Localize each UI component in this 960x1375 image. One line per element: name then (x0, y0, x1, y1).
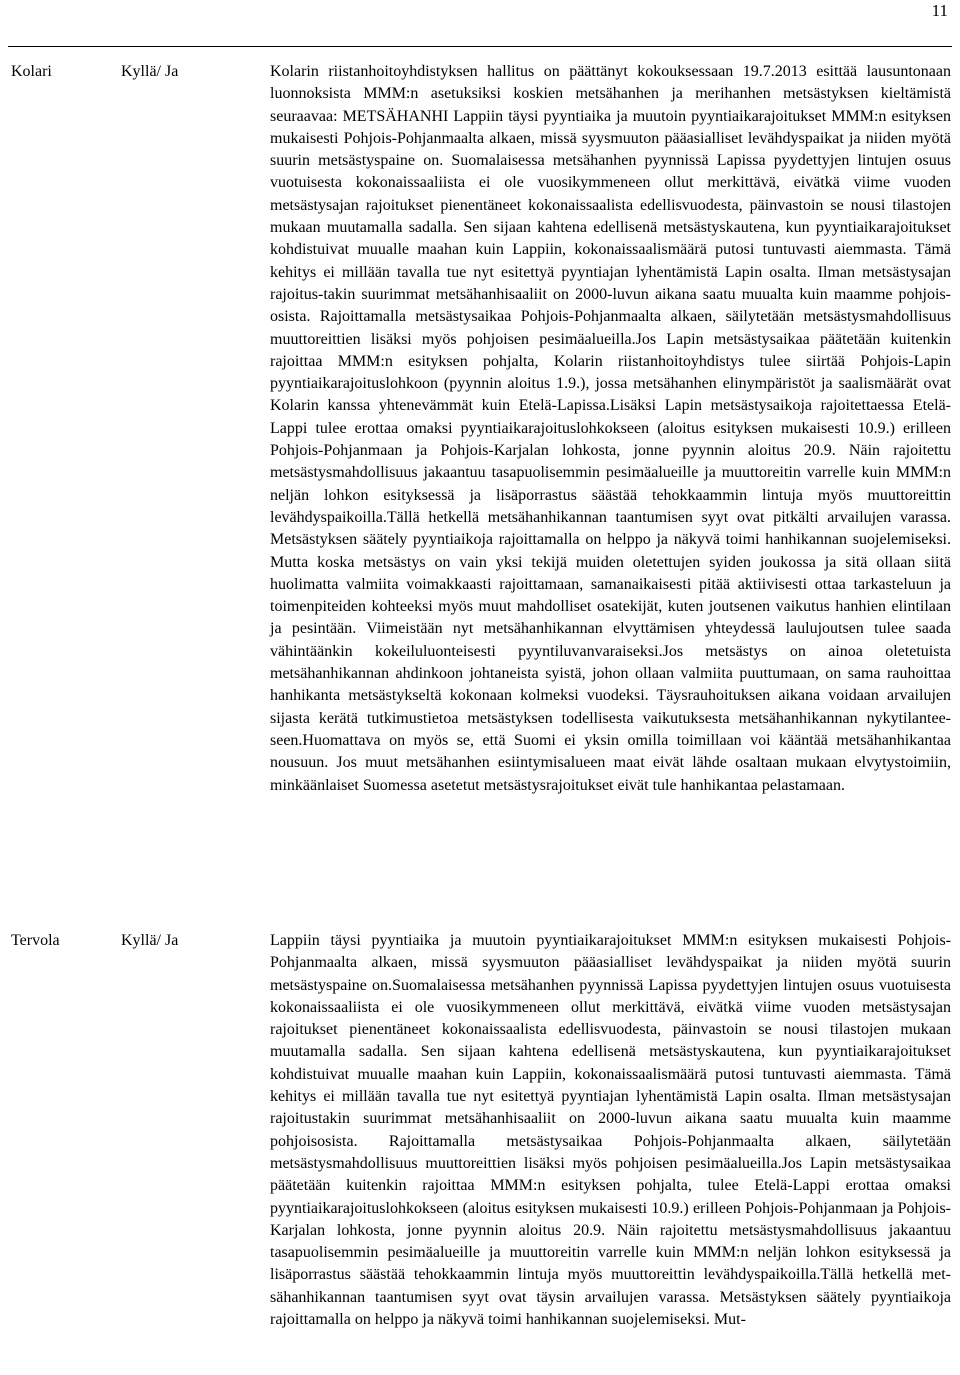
header-rule (8, 46, 952, 47)
answer-cell: Kyllä/ Ja (121, 932, 179, 949)
page-number: 11 (931, 1, 948, 20)
statement-text: Kolarin riistanhoitoyhdistyksen hallitus on päättänyt kokouksessaan 19.7.2013 esittää lausuntonaan luonnoksista MMM:n asetuksiksi koskien metsähanhen ja merihanhen metsästyksen kieltämistä seuraavaa: METSÄHANHI Lappiin täysi pyyntiaika ja muutoin pyyntiaikarajoitukset MMM:n esityksen mukaisesti Pohjois-Pohjanmaalta alkaen, missä syysmuuton pääasialliset levähdyspaikat ja niiden myötä suurin metsästyspaine on. Suomalaisessa metsähanhen pyynnissä Lapissa pyydettyjen lintujen osuus vuotuisesta kokonaissaaliista ei ole vuosikymmeneen ollut merkittävä, eivätkä viime vuoden metsästysajan rajoitukset pienentäneet kokonaissaalista edellisvuodesta, päinvastoin se nousi tilastojen mukaan muutamalla sadalla. Sen sijaan kahtena edellisenä metsästyskautena, kun pyyntiaikarajoitukset kohdistuivat muualle maahan kuin Lappiin, kokonaissaalismäärä putosi tuntuvasti aiemmasta. Tämä kehitys ei millään tavalla tue nyt esitettyä pyyntiajan lyhentämistä Lapin osalta. Ilman metsästysajan rajoitus-takin suurimmat metsähanhisaaliit on 2000-luvun aikana saatu muualta kuin maamme pohjoisosista. Rajoittamalla metsästysaikaa Pohjois-Pohjanmaalta alkaen, säilytetään metsästysmahdollisuus muuttoreittien lisäksi myös pohjoisen pesimäalueilla.Jos Lapin metsästysaikaa päätetään kuitenkin rajoittaa MMM:n esityksen pohjalta, Kolarin riistanhoitoyhdistys tulee siirtää Pohjois-Lapin pyyntiaikarajoituslohkoon (pyynnin aloitus 1.9.), jossa metsähanhen elinympäristöt ja saalismäärät ovat Kolarin kanssa yhtenevämmät kuin Etelä-Lapissa.Lisäksi Lapin metsästysaikoja rajoitettaessa Etelä-Lappi tulee erottaa omaksi pyyntiaikarajoituslohkokseen (aloitus esityksen mukaisesti 10.9.) erilleen Pohjois-Pohjanmaan ja Pohjois-Karjalan lohkosta, jonne pyynnin aloitus 20.9. Näin rajoitettu metsästysmahdollisuus jakaantuu tasapuolisemmin pesimäalueille ja muuttoreitin varrelle kuin MMM:n neljän lohkon esityksessä ja lisäporrastus säästää tehokkaammin lintuja myös muuttoreittin levähdyspaikoilla.Tällä hetkellä metsähanhikannan taantumisen syyt ovat pitkälti arvailujen varassa. Metsästyksen säätely pyyntiaikoja rajoittamalla on helppo ja näkyvä toimi hanhikannan suojelemiseksi. Mutta koska metsästys on vain yksi tekijä muiden oletettujen syiden joukossa ja sitä ollaan siitä huolimatta valmiita voimakkaasti rajoittamaan, samanaikaisesti pitää aktiivisesti ottaa tarkasteluun ja toimenpiteiden kohteeksi myös muut mahdolliset osatekijät, kuten joutsenen vaikutus hanhien elintilaan ja pesintään. Viimeistään nyt metsähanhikannan elvyttämisen yhteydessä laulujoutsen tulee saada vähintäänkin kokeiluluonteisesti pyyntiluvanvaraiseksi.Jos metsästys on ainoa oletetuista metsähanhikannan ahdinkoon johtaneista syistä, johon ollaan valmiita puuttumaan, on sama rauhoittaa hanhikanta metsästykseltä kokonaan kolmeksi vuodeksi. Täysrauhoituksen aikana voidaan arvailujen sijasta kerätä tutkimustietoa metsästyksen todellisesta vaikutuksesta metsähanhikannan nykytilanteeseen.Huomattava on myös se, että Suomi ei yksin omilla toimillaan voi kääntää metsähanhikantaa nousuun. Jos muut metsähanhen esiintymisalueen maat eivät lähde osaltaan mukaan elvytystoimiin, minkäänlaiset Suomessa asetetut metsästysrajoitukset eivät tule hanhikantaa pelastamaan. (270, 63, 951, 794)
statement-text: Lappiin täysi pyyntiaika ja muutoin pyyntiaikarajoitukset MMM:n esityksen mukaisesti Pohjois-Pohjanmaalta alkaen, missä syysmuuton pääasialliset levähdyspaikat ja niiden myötä suurin metsästyspaine on.Suomalaisessa metsähanhen pyynnissä Lapissa pyydettyjen lintujen osuus vuotuisesta kokonaissaaliista ei ole vuosikymmeneen ollut merkittävä, eivätkä viime vuoden metsästysajan rajoitukset pienentäneet kokonaissaalista edellisvuodesta, päinvastoin se nousi tilastojen mukaan muutamalla sadalla. Sen sijaan kahtena edellisenä metsästyskautena, kun pyyntiaikarajoitukset kohdistuivat muualle maahan kuin Lappiin, kokonaissaalismäärä putosi tuntuvasti aiemmasta. Tämä kehitys ei millään tavalla tue nyt esitettyä pyyntiajan lyhentämistä Lapin osalta. Ilman metsästysajan rajoitustakin suurimmat metsähanhisaaliit on 2000-luvun aikana saatu muualta kuin maamme pohjoisosista. Rajoittamalla metsästysaikaa Pohjois-Pohjanmaalta alkaen, säilytetään metsästysmahdollisuus muuttoreittien lisäksi myös pohjoisen pesimäalueilla.Jos Lapin metsästysaikaa päätetään kuitenkin rajoittaa MMM:n esityksen pohjalta, tulee Etelä-Lappi erottaa omaksi pyyntiaikarajoituslohkokseen (aloitus esityksen mukaisesti 10.9.) erilleen Pohjois-Pohjanmaan ja Pohjois-Karjalan lohkosta, jonne pyynnin aloitus 20.9. Näin rajoitettu metsästysmahdollisuus jakaantuu tasapuolisemmin pesimäalueille ja muuttoreitin varrelle kuin MMM:n neljän lohkon esityksessä ja lisäporrastus säästää tehokkaammin lintuja myös muuttoreittin levähdyspaikoilla.Tällä hetkellä metsähanhikannan taantumisen syyt ovat täysin arvailujen varassa. Metsästyksen säätely pyyntiaikoja rajoittamalla on helppo ja näkyvä toimi hanhikannan suojelemiseksi. Mut- (270, 932, 951, 1329)
municipality-cell: Kolari (11, 63, 52, 80)
table-row (0, 930, 960, 1375)
table-row (0, 61, 960, 929)
answer-cell: Kyllä/ Ja (121, 63, 179, 80)
municipality-cell: Tervola (11, 932, 60, 949)
